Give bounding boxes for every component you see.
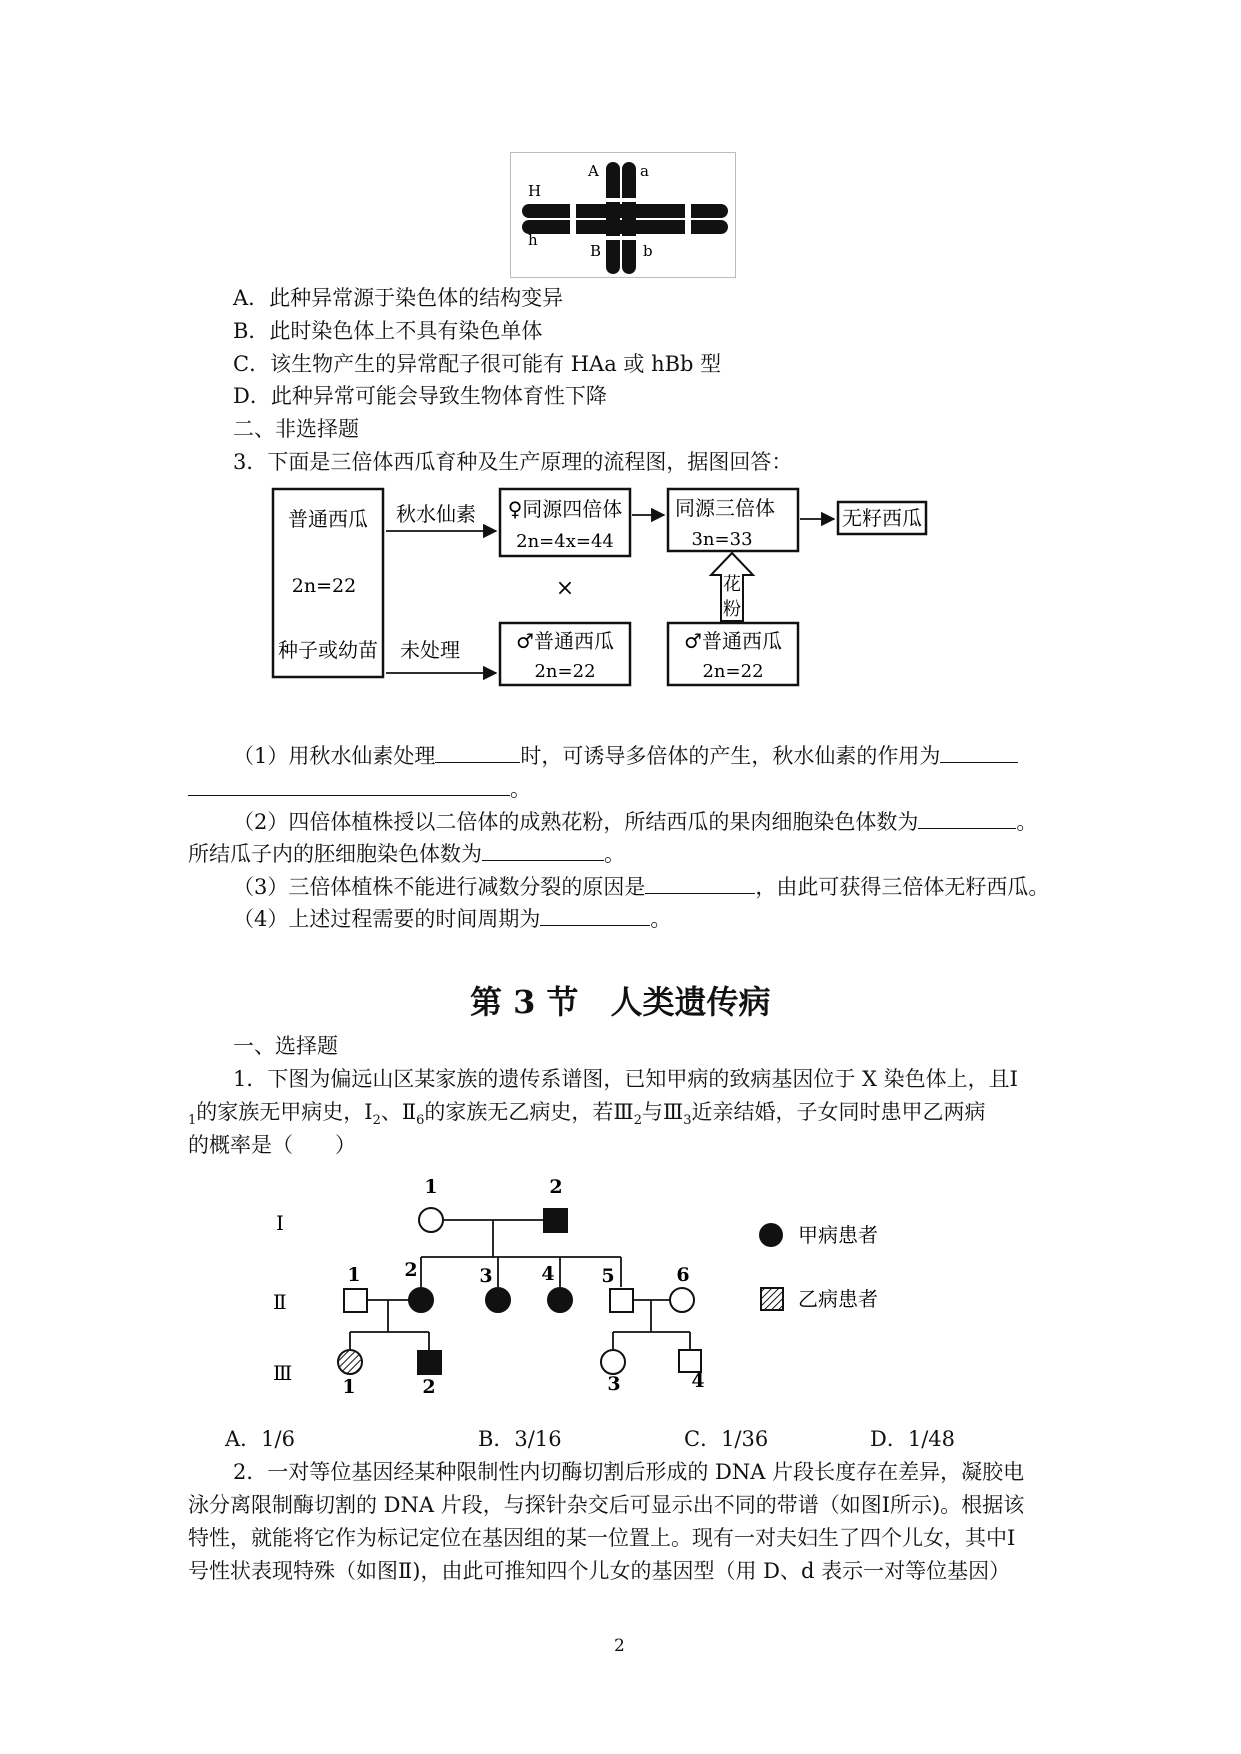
gen2-num-2: 2 — [404, 1259, 418, 1281]
q3-sub1-text-c: 。 — [510, 777, 531, 801]
page-number: 2 — [614, 1636, 625, 1656]
gen2-female-3 — [486, 1288, 510, 1312]
q3-sub2-text-d: 。 — [604, 842, 625, 866]
pedigree-chart — [258, 1172, 958, 1412]
q3-sub2-text-a: （2）四倍体植株授以二倍体的成熟花粉，所结西瓜的果肉细胞染色体数为 — [233, 810, 919, 834]
gen2-male-1 — [344, 1289, 367, 1312]
sub-6: 6 — [416, 1113, 425, 1129]
tetraploid-title: ♀同源四倍体 — [507, 497, 623, 521]
s3q1-line3: 的概率是（ ） — [188, 1133, 356, 1157]
triploid-title: 同源三倍体 — [675, 496, 775, 520]
chromosome-horizontal-right — [632, 204, 728, 218]
s3q2-line2: 泳分离限制酶切割的 DNA 片段，与探针杂交后可显示出不同的带谱（如图Ⅰ所示)。根据该 — [188, 1493, 1025, 1517]
gen3-num-1: 1 — [342, 1376, 356, 1398]
q3-sub3-text-b: ，由此可获得三倍体无籽西瓜。 — [755, 875, 1050, 899]
answer-blank-2[interactable] — [940, 740, 1018, 763]
chromosome-vertical-left — [606, 162, 620, 274]
legend-yi-label: 乙病患者 — [798, 1287, 878, 1311]
q3-sub3-text-a: （3）三倍体植株不能进行减数分裂的原因是 — [233, 875, 646, 899]
chromosome-vertical-right — [622, 162, 636, 274]
result-text: 无籽西瓜 — [842, 506, 922, 530]
answer-blank-7[interactable] — [540, 903, 650, 926]
male-b-title: ♂普通西瓜 — [684, 629, 782, 653]
option-d: D．此种异常可能会导致生物体育性下降 — [233, 384, 607, 408]
gen2-num-6: 6 — [676, 1264, 690, 1286]
gen2-num-5: 5 — [601, 1265, 615, 1287]
s3q2-line4: 号性状表现特殊（如图Ⅱ)，由此可推知四个儿女的基因型（用 D、d 表示一对等位基因） — [188, 1559, 1011, 1583]
gen2-num-4: 4 — [541, 1263, 555, 1285]
male-a-title: ♂普通西瓜 — [516, 629, 614, 653]
pollen-label-1: 花 — [723, 574, 741, 595]
tetraploid-formula: 2n=4x=44 — [516, 531, 614, 552]
gen3-female-3 — [601, 1350, 625, 1374]
arrow-top-label: 秋水仙素 — [396, 502, 476, 526]
q3-sub4-text-a: （4）上述过程需要的时间周期为 — [233, 907, 541, 931]
gen3-num-4: 4 — [691, 1370, 705, 1392]
section-nonchoice: 二、非选择题 — [233, 417, 359, 441]
gen-label-3: Ⅲ — [273, 1361, 293, 1385]
label-B: B — [590, 242, 602, 260]
gen2-num-3: 3 — [479, 1265, 493, 1287]
s3q1-line2-d: 与Ⅲ — [641, 1100, 684, 1124]
watermelon-flowchart — [268, 485, 948, 691]
q3-sub1-text-a: （1）用秋水仙素处理 — [233, 744, 436, 768]
label-b: b — [643, 242, 653, 260]
q3-sub3-line — [233, 871, 1049, 902]
sub-3: 3 — [683, 1113, 692, 1129]
box-left-bottom-text: 种子或幼苗 — [278, 638, 378, 662]
s3q2-line1: 2．一对等位基因经某种限制性内切酶切割后形成的 DNA 片段长度存在差异，凝胶电 — [233, 1460, 1025, 1484]
q3-sub1-text-b: 时，可诱导多倍体的产生，秋水仙素的作用为 — [520, 744, 941, 768]
section-title: 第 3 节 人类遗传病 — [470, 983, 771, 1021]
legend-jia-label: 甲病患者 — [798, 1223, 878, 1247]
chromosome-horizontal-right-2 — [632, 220, 728, 234]
option-c: C．该生物产生的异常配子很可能有 HAa 或 hBb 型 — [233, 352, 722, 376]
pollen-label-2: 粉 — [723, 599, 741, 620]
q3-stem: 3．下面是三倍体西瓜育种及生产原理的流程图，据图回答： — [233, 450, 793, 474]
gen3-num-2: 2 — [422, 1376, 436, 1398]
sub-2b: 2 — [633, 1113, 642, 1129]
gen2-female-4 — [548, 1288, 572, 1312]
gen2-num-1: 1 — [347, 1264, 361, 1286]
label-H: H — [528, 182, 542, 200]
q3-sub2-line1 — [233, 806, 1037, 837]
gen1-num-2: 2 — [549, 1176, 563, 1198]
answer-blank-4[interactable] — [918, 806, 1016, 829]
q3-sub2-line2 — [188, 838, 625, 869]
sub-2: 2 — [372, 1113, 381, 1129]
s3q1-line2-e: 近亲结婚，子女同时患甲乙两病 — [691, 1100, 986, 1124]
legend-jia-symbol — [759, 1223, 783, 1247]
label-a: a — [640, 162, 649, 180]
gen1-male-2 — [544, 1209, 567, 1232]
option-b: B．此时染色体上不具有染色单体 — [233, 319, 543, 343]
label-A: A — [588, 162, 599, 180]
q3-sub4-line — [233, 903, 671, 934]
section-choice: 一、选择题 — [233, 1034, 338, 1058]
q3-sub1-line2 — [188, 773, 531, 804]
chromosome-figure — [510, 152, 736, 278]
cross-symbol: × — [555, 576, 575, 601]
answer-blank-3[interactable] — [188, 773, 510, 796]
male-a-formula: 2n=22 — [534, 661, 596, 682]
gen3-female-1 — [338, 1350, 362, 1374]
answer-blank-6[interactable] — [645, 871, 755, 894]
s3q1-line2-b: 、Ⅱ — [380, 1100, 417, 1124]
box-left-top-text: 普通西瓜 — [288, 507, 368, 531]
answer-blank-5[interactable] — [482, 838, 604, 861]
option-a: A．此种异常源于染色体的结构变异 — [233, 286, 564, 310]
box-left-mid-text: 2n=22 — [291, 575, 357, 597]
q3-sub2-text-b: 。 — [1016, 810, 1038, 834]
s3q1-line2-a: 的家族无甲病史，Ⅰ — [196, 1100, 373, 1124]
gen-label-2: Ⅱ — [273, 1290, 287, 1314]
q3-sub4-text-b: 。 — [650, 907, 672, 931]
gen1-female-1 — [419, 1208, 443, 1232]
gen-label-1: Ⅰ — [276, 1211, 284, 1235]
gen3-male-2 — [418, 1351, 441, 1374]
gen2-female-6 — [670, 1288, 694, 1312]
label-h: h — [528, 231, 538, 249]
answer-blank-1[interactable] — [435, 740, 520, 763]
s3q1-option-d: D．1/48 — [870, 1427, 955, 1451]
gen1-num-1: 1 — [424, 1176, 438, 1198]
s3q1-line1: 1．下图为偏远山区某家族的遗传系谱图，已知甲病的致病基因位于 X 染色体上，且Ⅰ — [233, 1067, 1018, 1091]
triploid-formula: 3n=33 — [691, 529, 753, 550]
arrow-bottom-label: 未处理 — [400, 638, 460, 662]
gen2-female-2 — [409, 1288, 433, 1312]
gen3-male-4 — [679, 1350, 701, 1372]
q3-sub1-line1 — [233, 740, 1018, 771]
sub-1: 1 — [188, 1113, 197, 1129]
s3q1-line2-c: 的家族无乙病史，若Ⅲ — [424, 1100, 634, 1124]
s3q1-option-a: A．1/6 — [225, 1427, 295, 1451]
gen2-male-5 — [610, 1289, 633, 1312]
legend-yi-symbol — [761, 1288, 783, 1310]
s3q2-line3: 特性，就能将它作为标记定位在基因组的某一位置上。现有一对夫妇生了四个儿女，其中Ⅰ — [188, 1526, 1016, 1550]
s3q1-option-b: B．3/16 — [478, 1427, 562, 1451]
q3-sub2-text-c: 所结瓜子内的胚细胞染色体数为 — [188, 842, 482, 866]
s3q1-option-c: C．1/36 — [684, 1427, 769, 1451]
gen3-num-3: 3 — [607, 1373, 621, 1395]
male-b-formula: 2n=22 — [702, 661, 764, 682]
